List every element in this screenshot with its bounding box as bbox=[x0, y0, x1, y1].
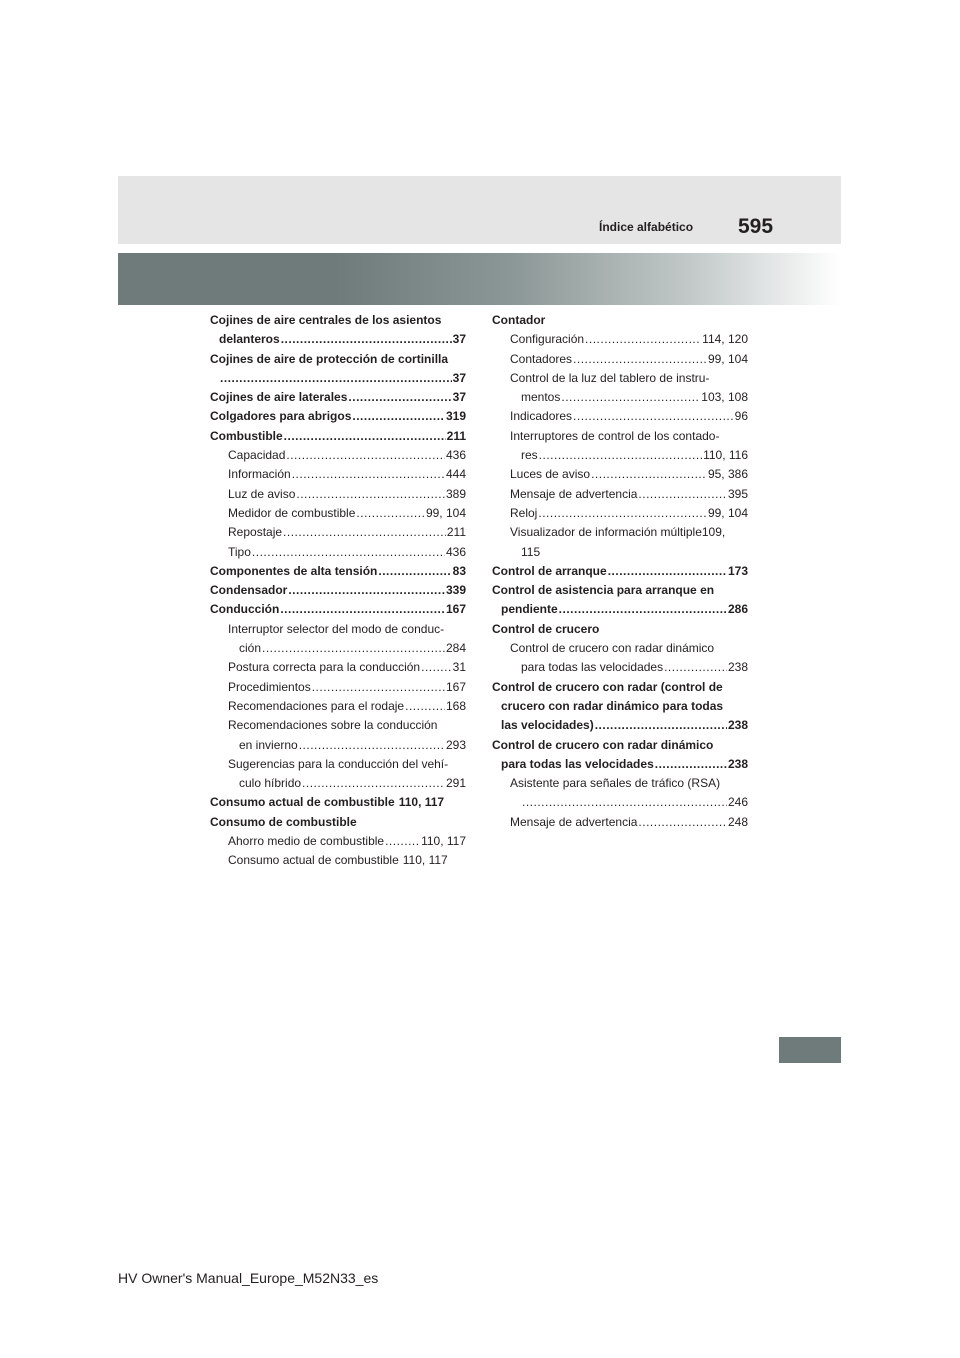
entry-term: Control de asistencia para arranque en bbox=[492, 583, 715, 598]
entry-page-ref: 444 bbox=[445, 467, 466, 482]
dot-leader bbox=[538, 504, 707, 523]
dot-leader bbox=[655, 755, 727, 774]
entry-term: para todas las velocidades bbox=[501, 756, 654, 771]
index-subentry bbox=[210, 678, 466, 697]
entry-term: ción bbox=[239, 641, 262, 656]
index-subentry bbox=[210, 523, 466, 542]
index-entry bbox=[210, 407, 466, 426]
entry-term: Control de crucero bbox=[492, 621, 600, 636]
entry-page-ref: 238 bbox=[727, 660, 748, 675]
entry-page-ref: 103, 108 bbox=[701, 390, 748, 405]
index-subentry bbox=[492, 523, 748, 542]
index-subentry bbox=[210, 755, 466, 774]
entry-page-ref: 110, 117 bbox=[421, 834, 466, 849]
entry-term: Componentes de alta tensión bbox=[210, 563, 378, 578]
index-entry bbox=[210, 427, 466, 446]
dot-leader bbox=[262, 639, 445, 658]
entry-term: Combustible bbox=[210, 428, 283, 443]
index-subentry bbox=[492, 639, 748, 658]
dot-leader bbox=[283, 523, 446, 542]
index-subentry bbox=[492, 330, 748, 349]
entry-term: Control de crucero con radar (control de bbox=[492, 679, 723, 694]
entry-term: para todas las velocidades bbox=[521, 660, 664, 675]
dot-leader bbox=[539, 446, 702, 465]
dot-leader bbox=[281, 330, 452, 349]
entry-page-ref: 99, 104 bbox=[707, 505, 748, 520]
entry-term: Condensador bbox=[210, 583, 288, 598]
entry-term: Configuración bbox=[510, 332, 585, 347]
entry-page-ref: 389 bbox=[445, 486, 466, 501]
dot-leader bbox=[405, 697, 445, 716]
index-subentry bbox=[492, 465, 748, 484]
entry-term: Consumo de combustible bbox=[210, 814, 357, 829]
index-subentry bbox=[492, 369, 748, 388]
index-subentry bbox=[492, 350, 748, 369]
entry-term: Contadores bbox=[510, 351, 573, 366]
entry-term: crucero con radar dinámico para todas bbox=[501, 698, 724, 713]
entry-term: Contador bbox=[492, 313, 546, 327]
entry-page-ref: 284 bbox=[445, 641, 466, 656]
entry-term: Procedimientos bbox=[228, 679, 311, 694]
entry-term: Repostaje bbox=[228, 525, 283, 540]
index-subentry bbox=[210, 832, 466, 851]
index-entry bbox=[492, 581, 748, 600]
index-subentry bbox=[492, 543, 748, 562]
footer-manual-id: HV Owner's Manual_Europe_M52N33_es bbox=[118, 1270, 379, 1286]
dot-leader bbox=[573, 407, 734, 426]
index-entry bbox=[210, 562, 466, 581]
entry-term: Colgadores para abrigos bbox=[210, 409, 352, 424]
index-entry bbox=[492, 311, 748, 330]
entry-term: en invierno bbox=[239, 737, 298, 752]
decorative-gradient-bar bbox=[118, 253, 841, 305]
index-subentry bbox=[210, 620, 466, 639]
entry-page-ref: 211 bbox=[446, 525, 466, 540]
index-subentry bbox=[210, 658, 466, 677]
index-entry bbox=[492, 736, 748, 755]
entry-page-ref: 167 bbox=[445, 602, 466, 617]
entry-term: 115 bbox=[521, 544, 541, 559]
entry-term: Interruptor selector del modo de conduc- bbox=[228, 621, 445, 636]
entry-page-ref: 110, 117 bbox=[398, 795, 445, 810]
entry-term: culo híbrido bbox=[239, 776, 302, 791]
index-subentry bbox=[210, 697, 466, 716]
dot-leader bbox=[286, 446, 445, 465]
index-entry bbox=[492, 620, 748, 639]
index-subentry bbox=[210, 504, 466, 523]
entry-page-ref: 99, 104 bbox=[707, 351, 748, 366]
index-subentry bbox=[492, 658, 748, 677]
dot-leader bbox=[356, 504, 425, 523]
entry-page-ref: 238 bbox=[727, 718, 748, 733]
entry-page-ref: 37 bbox=[452, 370, 466, 385]
dot-leader bbox=[664, 658, 727, 677]
entry-page-ref: 395 bbox=[727, 486, 748, 501]
entry-term: Sugerencias para la conducción del vehí- bbox=[228, 756, 449, 771]
entry-term: pendiente bbox=[501, 602, 558, 617]
dot-leader bbox=[591, 465, 707, 484]
entry-term: Capacidad bbox=[228, 448, 286, 463]
entry-term: Tipo bbox=[228, 544, 251, 559]
entry-term: Postura correcta para la conducción bbox=[228, 660, 421, 675]
entry-page-ref: 31 bbox=[452, 660, 466, 675]
entry-term: Cojines de aire laterales bbox=[210, 390, 348, 405]
entry-term: Medidor de combustible bbox=[228, 505, 356, 520]
index-entry bbox=[210, 581, 466, 600]
entry-page-ref: 286 bbox=[727, 602, 748, 617]
index-entry bbox=[210, 600, 466, 619]
index-entry bbox=[492, 600, 748, 619]
index-column-left bbox=[210, 311, 466, 871]
index-subentry bbox=[492, 485, 748, 504]
entry-term: Cojines de aire de protección de cortinilla bbox=[210, 351, 449, 366]
entry-page-ref: 168 bbox=[445, 698, 466, 713]
entry-page-ref: 95, 386 bbox=[707, 467, 748, 482]
entry-page-ref: 339 bbox=[445, 583, 466, 598]
index-entry bbox=[210, 369, 466, 388]
index-subentry bbox=[210, 543, 466, 562]
entry-term: Reloj bbox=[510, 505, 538, 520]
index-subentry bbox=[492, 407, 748, 426]
entry-page-ref: 37 bbox=[452, 390, 466, 405]
entry-term: Consumo actual de combustible bbox=[210, 795, 395, 810]
entry-page-ref: 83 bbox=[452, 563, 466, 578]
entry-page-ref: 167 bbox=[445, 679, 466, 694]
dot-leader bbox=[288, 581, 445, 600]
index-subentry bbox=[210, 716, 466, 735]
index-entry bbox=[492, 755, 748, 774]
index-entry bbox=[492, 697, 748, 716]
index-column-right bbox=[492, 311, 748, 832]
index-entry bbox=[210, 388, 466, 407]
dot-leader bbox=[608, 562, 727, 581]
index-subentry bbox=[492, 504, 748, 523]
index-entry bbox=[492, 716, 748, 735]
dot-leader bbox=[280, 600, 445, 619]
dot-leader bbox=[595, 716, 727, 735]
index-subentry bbox=[210, 639, 466, 658]
index-subentry bbox=[492, 793, 748, 812]
dot-leader bbox=[348, 388, 451, 407]
entry-term: Indicadores bbox=[510, 409, 573, 424]
entry-term: Control de arranque bbox=[492, 563, 607, 578]
entry-term: mentos bbox=[521, 390, 561, 405]
index-entry bbox=[492, 678, 748, 697]
entry-term: las velocidades) bbox=[501, 718, 594, 733]
entry-page-ref: 110, 117 bbox=[402, 853, 448, 868]
index-subentry bbox=[210, 485, 466, 504]
entry-page-ref: 238 bbox=[727, 756, 748, 771]
entry-term: Recomendaciones sobre la conducción bbox=[228, 718, 438, 733]
index-subentry bbox=[492, 388, 748, 407]
entry-page-ref: 291 bbox=[445, 776, 466, 791]
entry-page-ref: 293 bbox=[445, 737, 466, 752]
entry-term: Mensaje de advertencia bbox=[510, 814, 638, 829]
entry-page-ref: 114, 120 bbox=[702, 332, 748, 347]
dot-leader bbox=[220, 369, 452, 388]
index-subentry bbox=[492, 813, 748, 832]
dot-leader bbox=[284, 427, 446, 446]
index-subentry bbox=[210, 465, 466, 484]
entry-page-ref: 96 bbox=[734, 409, 748, 424]
entry-term: delanteros bbox=[219, 332, 280, 347]
index-subentry bbox=[210, 851, 466, 870]
entry-page-ref: 246 bbox=[727, 795, 748, 810]
entry-page-ref: 110, 116 bbox=[703, 448, 748, 463]
entry-term: res bbox=[521, 448, 538, 463]
index-subentry bbox=[210, 446, 466, 465]
section-thumb-tab bbox=[779, 1037, 841, 1063]
dot-leader bbox=[585, 330, 701, 349]
dot-leader bbox=[559, 600, 727, 619]
header-band bbox=[118, 176, 841, 244]
entry-page-ref: 319 bbox=[445, 409, 466, 424]
entry-page-ref: 37 bbox=[452, 332, 466, 347]
dot-leader bbox=[312, 678, 445, 697]
section-title: Índice alfabético bbox=[599, 220, 694, 234]
index-entry bbox=[210, 813, 466, 832]
entry-term: Cojines de aire centrales de los asientos bbox=[210, 313, 442, 327]
index-entry bbox=[210, 350, 466, 369]
index-subentry bbox=[210, 774, 466, 793]
dot-leader bbox=[573, 350, 707, 369]
dot-leader bbox=[385, 832, 420, 851]
entry-term: Luz de aviso bbox=[228, 486, 296, 501]
entry-term: Visualizador de información múltiple109, bbox=[510, 525, 726, 540]
entry-term: Control de crucero con radar dinámico bbox=[492, 737, 714, 752]
dot-leader bbox=[522, 793, 727, 812]
dot-leader bbox=[561, 388, 700, 407]
dot-leader bbox=[352, 407, 445, 426]
entry-term: Conducción bbox=[210, 602, 280, 617]
entry-page-ref: 248 bbox=[727, 814, 748, 829]
page-number: 595 bbox=[738, 215, 774, 238]
dot-leader bbox=[296, 485, 445, 504]
entry-term: Consumo actual de combustible bbox=[228, 853, 399, 868]
index-entry bbox=[210, 793, 466, 812]
dot-leader bbox=[292, 465, 445, 484]
entry-term: Interruptores de control de los contado- bbox=[510, 428, 720, 443]
dot-leader bbox=[638, 485, 727, 504]
entry-term: Control de crucero con radar dinámico bbox=[510, 641, 715, 656]
dot-leader bbox=[302, 774, 445, 793]
dot-leader bbox=[421, 658, 452, 677]
entry-page-ref: 211 bbox=[446, 428, 466, 443]
entry-term: Ahorro medio de combustible bbox=[228, 834, 385, 849]
dot-leader bbox=[252, 543, 445, 562]
dot-leader bbox=[378, 562, 451, 581]
entry-term: Mensaje de advertencia bbox=[510, 486, 638, 501]
entry-page-ref: 173 bbox=[727, 563, 748, 578]
entry-term: Control de la luz del tablero de instru- bbox=[510, 370, 710, 385]
entry-term: Luces de aviso bbox=[510, 467, 591, 482]
entry-term: Recomendaciones para el rodaje bbox=[228, 698, 405, 713]
entry-page-ref: 436 bbox=[445, 448, 466, 463]
dot-leader bbox=[299, 736, 445, 755]
entry-page-ref: 436 bbox=[445, 544, 466, 559]
index-subentry bbox=[492, 427, 748, 446]
index-subentry bbox=[492, 446, 748, 465]
index-subentry bbox=[210, 736, 466, 755]
index-subentry bbox=[492, 774, 748, 793]
index-entry bbox=[492, 562, 748, 581]
entry-page-ref: 99, 104 bbox=[425, 505, 466, 520]
index-entry bbox=[210, 311, 466, 330]
entry-term: Información bbox=[228, 467, 291, 482]
entry-term: Asistente para señales de tráfico (RSA) bbox=[510, 776, 721, 791]
dot-leader bbox=[638, 813, 727, 832]
index-entry bbox=[210, 330, 466, 349]
